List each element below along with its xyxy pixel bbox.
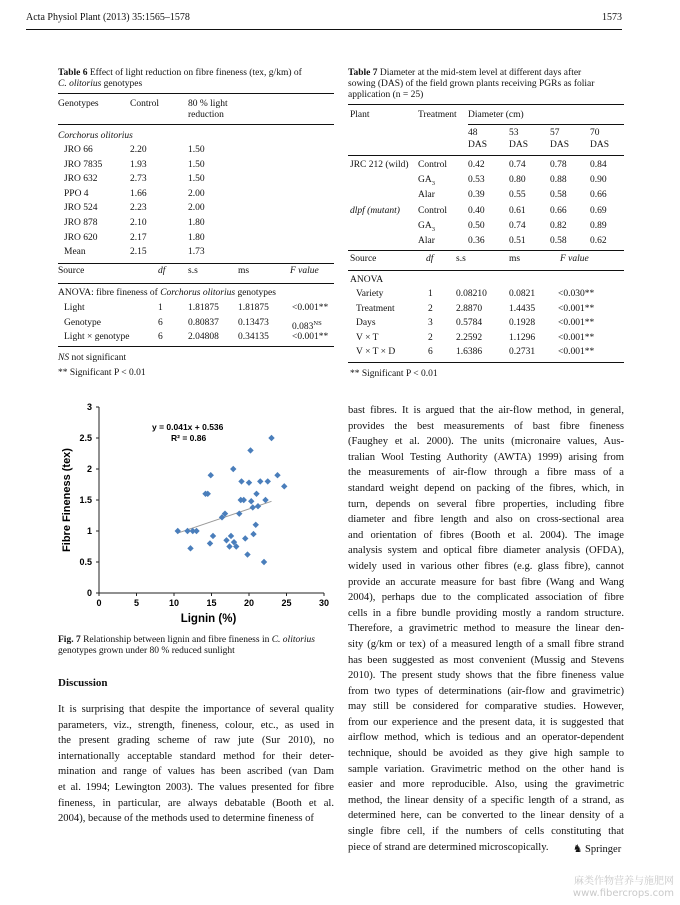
table6-col-genotypes: Genotypes: [58, 99, 99, 109]
table7-head-rule: [348, 155, 624, 156]
data-point: [246, 479, 252, 485]
table6-anova-f: <0.001**: [292, 303, 329, 313]
table7-day-header: 53: [509, 128, 519, 138]
table6-anova-f: $0.083^{NS}$: [292, 319, 322, 332]
table6-row-control: 2.23: [130, 203, 147, 214]
data-point: [230, 466, 236, 472]
table6-row-reduced: 1.50: [188, 145, 205, 155]
table7-das-label: DAS: [590, 140, 610, 150]
table7-value: 0.53: [468, 175, 485, 186]
table6-top-rule: [58, 93, 334, 94]
table6-note-ns: [58, 353, 126, 363]
figure7-label: Fig. 7: [58, 635, 81, 645]
data-point: [242, 535, 248, 541]
table7-top-rule: [348, 104, 624, 105]
table6-anova-title-text: ANOVA: fibre fineness of: [58, 288, 158, 298]
header-rule: [26, 29, 622, 30]
table6-anova-f-sup: NS: [313, 319, 322, 327]
table7-anova-f: <0.001**: [558, 303, 595, 314]
data-point: [250, 504, 256, 510]
data-point: [274, 472, 280, 478]
table6-col-reduced: [188, 99, 228, 121]
discussion-line: analysis system and optical fibre diameter analysis (OFDA),: [348, 545, 624, 557]
table6-anova-f: <0.001**: [292, 332, 329, 343]
data-point: [175, 528, 181, 534]
y-tick-label: 2.5: [79, 433, 92, 443]
discussion-line: determined here, can be converted to the linear density of a: [348, 810, 624, 822]
x-tick-label: 10: [168, 598, 180, 608]
table6-row-reduced: 2.00: [188, 203, 205, 214]
table6-row-reduced: 2.00: [188, 188, 205, 199]
table6-anova-ss: 1.81875: [188, 303, 219, 313]
discussion-line: sity (g/km or tex) of a measured length of a small fibre strand: [348, 638, 624, 650]
table6-note-ns-text: not significant: [71, 353, 127, 363]
table7-caption-l2: sowing (DAS) of the field grown plants receiving PGRs as foliar: [348, 79, 595, 89]
table6-row-reduced: 1.50: [188, 159, 205, 170]
table7-anova-col-ss: s.s: [456, 254, 466, 264]
x-tick-label: 30: [318, 598, 330, 608]
table6-anova-col-ss: s.s: [188, 266, 198, 276]
table6-caption-species: C. olitorius: [58, 79, 102, 89]
table6-col-reduced-l1: 80 % light: [188, 99, 228, 109]
table7-treatment: $GA_3$: [418, 175, 435, 188]
table7-col-diameter: Diameter (cm): [468, 110, 524, 120]
table7-value: 0.74: [509, 220, 526, 231]
table7-day-header: 48: [468, 128, 478, 138]
data-point: [193, 528, 199, 534]
data-point: [187, 545, 193, 551]
table7-bottom-rule: [348, 362, 624, 363]
table7-anova-col-ms: ms: [509, 254, 521, 264]
table6-row-genotype: Mean: [64, 247, 86, 258]
x-tick-label: 0: [96, 598, 102, 608]
table7-das-label: DAS: [468, 140, 488, 150]
x-tick-label: 20: [243, 598, 255, 608]
table7-anova-ms: 0.2731: [509, 347, 536, 358]
table6-anova-col-source: Source: [58, 266, 85, 276]
table7-treatment-sub: 3: [431, 180, 435, 188]
table6-anova-ms: 0.13473: [238, 317, 269, 328]
table7-anova-df: 3: [428, 318, 433, 329]
table7-anova-df: 1: [428, 289, 433, 299]
table6-row-reduced: 1.80: [188, 232, 205, 243]
table6-row-genotype: JRO 524: [64, 203, 98, 214]
chart-equation: y = 0.041x + 0.536: [152, 422, 224, 432]
lignin-fineness-scatter-chart: [56, 395, 341, 625]
table6-anova-source: Light: [64, 303, 85, 313]
figure7-caption-l2: genotypes grown under 80 % reduced sunlight: [58, 646, 235, 656]
table7-anova-source: Variety: [356, 289, 384, 299]
figure7-caption-species: C. olitorius: [271, 635, 316, 645]
table6-row-control: 2.15: [130, 247, 147, 258]
chart-text-group: [152, 422, 224, 443]
table7-plant: dlpf (mutant): [350, 205, 400, 216]
x-tick-label: 15: [206, 598, 217, 608]
table6-row-control: 2.17: [130, 232, 147, 243]
table7-anova-ms: 0.0821: [509, 289, 536, 299]
discussion-line: It is surprising that despite the importance of several quality: [58, 704, 334, 715]
table6-bottom-rule: [58, 346, 334, 347]
table7-value: 0.78: [550, 160, 567, 170]
data-point: [247, 447, 253, 453]
table7-anova-source: V × T × D: [356, 347, 396, 358]
discussion-line: 2004), perhaps due to the complicated association of fibre: [348, 592, 624, 604]
table7-anova-ss: 0.5784: [456, 318, 483, 329]
table6-row-genotype: JRO 620: [64, 232, 98, 243]
table6-col-control: Control: [130, 99, 160, 109]
table6-head-rule: [58, 124, 334, 125]
discussion-line: parameters, viz., strength, fineness, colour, etc., as used in: [58, 719, 334, 731]
table7-day-header: 70: [590, 128, 600, 138]
discussion-line: airflow method, which is tedious and an operator-dependent: [348, 732, 624, 744]
table7-value: 0.55: [509, 190, 526, 201]
table6-anova-col-ms: ms: [238, 266, 250, 276]
table7-anova-col-f: F value: [560, 254, 589, 264]
data-point: [226, 543, 232, 549]
table7-anova-ss: 2.8870: [456, 303, 483, 314]
discussion-line: internationally acceptable standard method for their deter-: [58, 750, 334, 762]
table7-value: 0.40: [468, 205, 485, 216]
discussion-line: has been suggested as most convenient (Mussig and Stevens: [348, 654, 624, 666]
table7-value: 0.58: [550, 190, 567, 201]
table7-value: 0.61: [509, 205, 526, 216]
figure7-caption-text: Relationship between lignin and fibre fineness in: [83, 635, 270, 645]
table7-value: 0.89: [590, 220, 607, 231]
springer-horse-icon: ♞: [573, 843, 583, 855]
discussion-line: widely used in various other fibres (e.g. glass fibre), cannot: [348, 560, 624, 572]
table6-anova-ss: 2.04808: [188, 332, 219, 343]
data-point: [210, 533, 216, 539]
table7-treatment-sub: 3: [431, 225, 435, 233]
discussion-line: from two types of determinations (air-flow and gravimetric): [348, 685, 624, 697]
table7-anova-source: Treatment: [356, 303, 395, 314]
table7-anova-f: <0.030**: [558, 289, 595, 299]
table7-das-label: DAS: [550, 140, 570, 150]
table7-value: 0.58: [550, 236, 567, 246]
chart-r2: R² = 0.86: [171, 433, 207, 443]
table6-row-reduced: 1.80: [188, 218, 205, 228]
table7-day-header: 57: [550, 128, 560, 138]
table7-value: 0.42: [468, 160, 485, 170]
discussion-line: method, the linear density of a specific length of a strand, as: [348, 794, 624, 806]
table7-caption-l3: application (n = 25): [348, 90, 424, 100]
table6-row-reduced: 1.73: [188, 247, 205, 258]
data-point: [265, 478, 271, 484]
discussion-line: fineness, in particular, are always debatable (Booth et al.: [58, 797, 334, 809]
data-point: [261, 559, 267, 565]
data-point: [238, 478, 244, 484]
table6-note-ns-abbr: NS: [58, 353, 70, 363]
table7-label: Table 7: [348, 68, 378, 78]
discussion-line: (Faughey et al. 2000). The units (micronaire values, Aus-: [348, 436, 624, 448]
data-point: [250, 531, 256, 537]
table7-col-plant: Plant: [350, 110, 370, 120]
x-tick-label: 5: [133, 598, 140, 608]
table7-value: 0.36: [468, 236, 485, 246]
table6-col-reduced-l2: reduction: [188, 110, 224, 120]
discussion-line: single fibre cell, if the numbers of cells constituting that: [348, 826, 624, 838]
table7-anova-f: <0.001**: [558, 332, 595, 343]
figure7-caption: [58, 635, 334, 657]
table6-anova-source: Light × genotype: [64, 332, 130, 343]
table7-anova-rule: [348, 270, 624, 271]
data-point: [228, 533, 234, 539]
table6-caption-text: Effect of light reduction on fibre fineness (tex, g/km) of: [89, 68, 302, 78]
table7-anova-df: 2: [428, 303, 433, 314]
table6-anova-df: 1: [158, 303, 163, 313]
table6-anova-rule: [58, 283, 334, 284]
table7-treatment: $GA_3$: [418, 220, 435, 233]
table6-mid-rule: [58, 263, 334, 264]
table7-anova-df: 6: [428, 347, 433, 358]
table7-anova-f: <0.001**: [558, 318, 595, 329]
data-point: [244, 551, 250, 557]
table7-anova-ss: 1.6386: [456, 347, 483, 358]
table7-treatment: Control: [418, 160, 448, 170]
discussion-line: provides the best measurements of bast fibre fineness: [348, 420, 624, 432]
data-point: [253, 491, 259, 497]
y-tick-label: 3: [86, 402, 92, 412]
table7-treatment: Alar: [418, 236, 435, 246]
data-point: [248, 498, 254, 504]
data-point: [257, 478, 263, 484]
table6-row-control: 1.66: [130, 188, 147, 199]
discussion-line: diameter and fibre length and also on cross-sectional area: [348, 514, 624, 526]
table7-plant: JRC 212 (wild): [350, 160, 409, 170]
discussion-line: et al. 1994; Lewington 2003). The values presented for fibre: [58, 781, 334, 793]
table7-anova-col-source: Source: [350, 254, 377, 264]
discussion-left-column: [58, 702, 334, 827]
table7-anova-title: ANOVA: [350, 275, 384, 285]
discussion-line: provide an accurate measure for bast fibre (Wang and Wang: [348, 576, 624, 588]
watermark-l2: www.fibercrops.com: [572, 888, 674, 899]
table7-value: 0.88: [550, 175, 567, 186]
table7-anova-ss: 2.2592: [456, 332, 483, 343]
table6-species: Corchorus olitorius: [58, 131, 133, 141]
table6-anova-title-species: Corchorus olitorius: [160, 288, 236, 298]
table7-value: 0.66: [550, 205, 567, 216]
table6-anova-source: Genotype: [64, 317, 101, 328]
table7-col-treatment: Treatment: [418, 110, 457, 120]
springer-text: Springer: [585, 844, 622, 855]
page-number: 1573: [602, 12, 622, 23]
discussion-line: mination and range of values has been ascribed (van Dam: [58, 766, 334, 778]
table7-anova-df: 2: [428, 332, 433, 343]
discussion-line: may still be considered for comparative studies. However,: [348, 701, 624, 713]
discussion-heading: Discussion: [58, 677, 108, 689]
discussion-line: 2010). The present study shows that the fibre fineness value: [348, 670, 624, 682]
x-axis-title: Lignin (%): [180, 613, 237, 625]
discussion-line: and orientation of fibres (Booth et al. 2004). The image: [348, 529, 624, 541]
table6-anova-col-f: F value: [290, 266, 319, 276]
table7-value: 0.62: [590, 236, 607, 246]
table6-row-control: 2.73: [130, 174, 147, 185]
running-header: Acta Physiol Plant (2013) 35:1565–1578: [26, 12, 190, 23]
data-point: [268, 435, 274, 441]
table7-value: 0.82: [550, 220, 567, 231]
table7-anova-source: V × T: [356, 332, 379, 343]
table6-row-control: 2.20: [130, 145, 147, 155]
table6-row-genotype: JRO 66: [64, 145, 93, 155]
table7-anova-ss: 0.08210: [456, 289, 487, 299]
data-point: [253, 522, 259, 528]
table6-anova-title-end: genotypes: [237, 288, 276, 298]
table7-value: 0.50: [468, 220, 485, 231]
discussion-line: piece of strand are determined microscopically.: [348, 841, 549, 853]
table7-caption-l1: Diameter at the mid-stem level at different days after: [379, 68, 582, 78]
table6-label: Table 6: [58, 68, 88, 78]
table6-caption-end: genotypes: [103, 79, 143, 89]
table7-anova-f: <0.001**: [558, 347, 595, 358]
table7-mid-rule: [348, 250, 624, 251]
discussion-right-column: [348, 403, 624, 855]
table6-row-genotype: JRO 632: [64, 174, 98, 185]
discussion-line: easier and more reproducible. Also, using the gravimetric: [348, 779, 624, 791]
table6-note-sig: ** Significant P < 0.01: [58, 368, 146, 378]
discussion-line: the present grading scheme of raw jute (Sur 2010), no: [58, 735, 334, 747]
data-point: [223, 537, 229, 543]
watermark-l1: 麻类作物营养与施肥网: [574, 876, 674, 887]
springer-logo: [573, 843, 621, 855]
table7-value: 0.84: [590, 160, 607, 170]
table6-row-control: 2.10: [130, 218, 147, 228]
discussion-line: 2004), because of the methods used to determine fineness of: [58, 813, 314, 825]
y-tick-label: 1: [86, 526, 92, 536]
table7-anova-col-df: df: [426, 254, 434, 264]
data-point: [281, 483, 287, 489]
table7-anova-source: Days: [356, 318, 376, 329]
table6-anova-col-df: df: [158, 266, 166, 276]
table7-das-label: DAS: [509, 140, 529, 150]
x-tick-label: 25: [281, 598, 292, 608]
y-axis-title: Fibre Fineness (tex): [61, 448, 73, 552]
discussion-line: standard weight depend on packing of the fibres, which, in: [348, 482, 624, 494]
table7-value: 0.90: [590, 175, 607, 186]
chart-points-group: [175, 435, 288, 565]
discussion-line: bast fibres. It is argued that the air-flow method, in general,: [348, 405, 624, 416]
discussion-line: Therefore, a gravimetric method to measure the linear den-: [348, 623, 624, 635]
table7-value: 0.39: [468, 190, 485, 201]
table7-value: 0.51: [509, 236, 526, 246]
table7-value: 0.66: [590, 190, 607, 201]
data-point: [207, 540, 213, 546]
table6-caption: [58, 68, 334, 90]
table7-anova-ms: 1.1296: [509, 332, 536, 343]
discussion-line: sample variation. Gravimetric method on the other hand is: [348, 763, 624, 775]
table6-row-genotype: PPO 4: [64, 188, 89, 199]
discussion-line: tralian Wool Testing Authority (AWTA) 1999) arising from: [348, 451, 624, 463]
data-point: [255, 503, 261, 509]
data-point: [208, 472, 214, 478]
table7-value: 0.74: [509, 160, 526, 170]
watermark: [573, 876, 674, 900]
discussion-line: cells in a fibre bundle providing mostly a random structure.: [348, 607, 624, 619]
y-tick-label: 0.5: [79, 557, 92, 567]
y-tick-label: 1.5: [79, 495, 92, 505]
table7-note-sig: ** Significant P < 0.01: [350, 369, 438, 379]
table6-row-genotype: JRO 878: [64, 218, 98, 228]
discussion-line: the measurements of air-flow through a fibre mass of a: [348, 467, 624, 479]
table7-treatment: Alar: [418, 190, 435, 201]
table6-row-reduced: 1.50: [188, 174, 205, 185]
y-tick-label: 2: [86, 464, 92, 474]
table6-anova-ss: 0.80837: [188, 317, 219, 328]
table7-value: 0.69: [590, 205, 607, 216]
table7-caption: [348, 68, 624, 101]
discussion-line: turn, depends on several fibre properties, including fibre: [348, 498, 624, 510]
table7-value: 0.80: [509, 175, 526, 186]
table6-row-genotype: JRO 7835: [64, 159, 103, 170]
table6-anova-ms: 0.34135: [238, 332, 269, 343]
table6-anova-ms: 1.81875: [238, 303, 269, 313]
table6-row-control: 1.93: [130, 159, 147, 170]
discussion-line: from our experience and the present data, it is suggested that: [348, 716, 624, 728]
table6-anova-df: 6: [158, 317, 163, 328]
table6-anova-df: 6: [158, 332, 163, 343]
y-tick-label: 0: [86, 588, 92, 598]
table7-treatment: Control: [418, 205, 448, 216]
table6-anova-title: [58, 288, 276, 299]
table7-anova-ms: 1.4435: [509, 303, 536, 314]
table7-diameter-rule: [468, 124, 624, 125]
table7-anova-ms: 0.1928: [509, 318, 536, 329]
discussion-line: technique, should be avoided as they give high sample to: [348, 748, 624, 760]
